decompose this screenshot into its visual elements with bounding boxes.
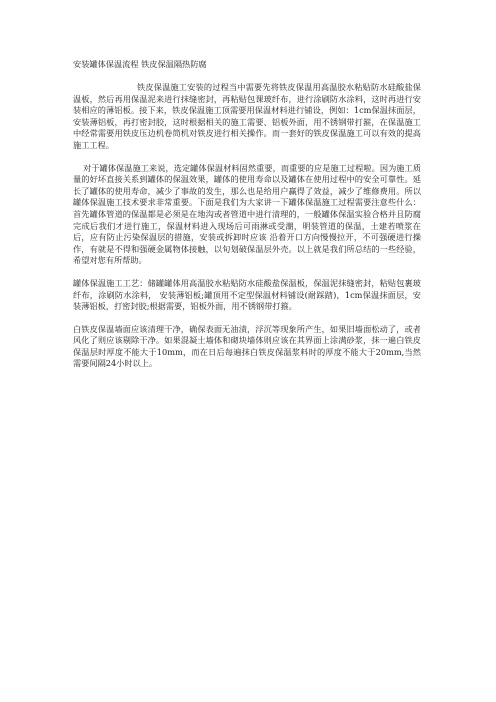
paragraph-4: 白铁皮保温墙面应该清理干净，确保表面无油渍，浮沉等现象所产生，如果旧墙面松动了，或者风化了则应该剔除干净。如果混凝土墙体和砌块墙体则应该在其界面上涂满砂浆，抹一遍白铁皮保温层时厚度不能大于10mm，而在日后每遍抹白铁皮保温浆料时的厚度不能大于20mm,当然需要间隔24小时以上。	[73, 323, 421, 369]
paragraph-1: 铁皮保温施工安装的过程当中需要先将铁皮保温用高温胶水粘贴防水硅酸盐保温板，然后再用保温泥来进行抹缝密封，再粘贴包课玻纤布，进行涂刷防水涂料，这时再进行安装相应的薄铝板。接下来，铁皮保温施工顶需要用保温材料进行铺设，例如：1cm保温抹面层，安装薄铝板，再打密封胶，这时根据相关的施工需要、铝板外面，用不锈钢带打箍，在保温施工中经常需要用铁皮压边机卷筒机对铁皮进行相关操作。而一套好的铁皮保温施工可以有效的提高施工工程。	[73, 82, 421, 150]
paragraph-3: 罐体保温施工工艺：储罐罐体用高温胶水粘贴防水硅酸盐保温板，保温泥抹缝密封，粘贴包裹玻纤布，涂刷防水涂料， 安装薄铝板;罐顶用不定型保温材料铺设(耐踩踏)，1cm保温抹面层，安装薄铝板，打密封胶;根据需要，铝板外面，用不锈钢带打箍。	[73, 277, 421, 312]
paragraph-2: 对于罐体保温施工来说，选定罐体保温材料固然重要，而重要的应是施工过程啦。因为施工质量的好坏直接关系到罐体的保温效果，罐体的使用寿命以及罐体在使用过程中的安全可靠性。延长了罐体的使用寿命，减少了事故的发生，那么也是给用户赢得了效益，减少了维修费用。所以罐体保温施工技术要求非常重要。下面是我们为大家讲一下罐体保温施工过程需要注意些什么：首先罐体管道的保温都是必须是在地沟或者管道中进行清理的，一般罐体保温实验合格并且防腐完成后我们才进行施工，保温材料进入现场后可雨淋或受潮，明装管道的保温，土建若喷浆在后，应有防止污染保温层的措施，安装或拆卸时应该 沿着开口方向慢慢拉开，不可强硬进行操作，有就是不得和强硬金属物体接触，以旬划破保温层外壳。以上就是我们所总结的一些经验，希望对您有所帮助。	[73, 162, 421, 266]
document-page	[73, 58, 421, 381]
document-title: 安装罐体保温流程 铁皮保温隔热防腐	[73, 59, 207, 69]
